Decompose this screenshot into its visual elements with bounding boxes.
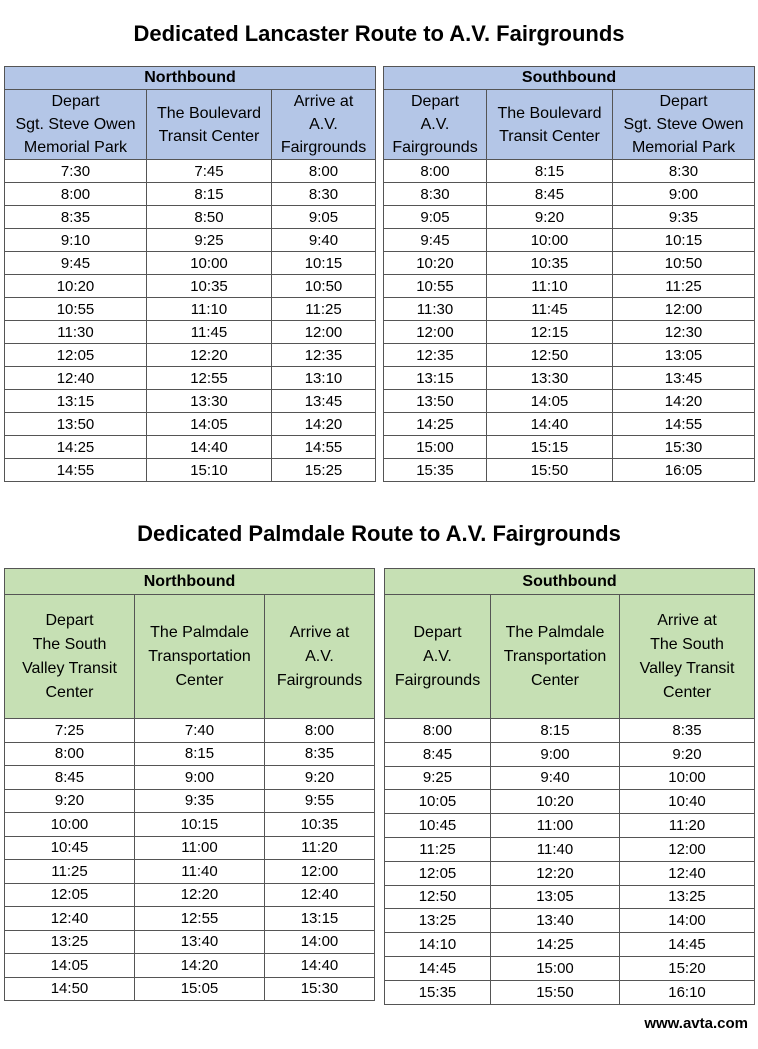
table-row [384,321,755,344]
time-cell: 10:00 [620,766,755,790]
time-cell: 12:40 [620,861,755,885]
time-cell: 11:30 [5,321,147,344]
time-cell: 14:55 [272,436,376,459]
time-cell: 8:35 [5,206,147,229]
time-cell: 8:00 [385,719,491,743]
time-cell: 10:15 [135,813,265,837]
time-cell: 11:00 [491,814,620,838]
time-cell: 11:20 [620,814,755,838]
time-cell: 9:25 [147,229,272,252]
time-cell: 12:00 [620,837,755,861]
table-row [384,436,755,459]
time-cell: 12:35 [384,344,487,367]
table-row [5,836,375,860]
column-header: Depart A.V. Fairgrounds [385,595,491,719]
table-row [5,930,375,954]
table-row [385,933,755,957]
time-cell: 14:40 [147,436,272,459]
time-cell: 13:10 [272,367,376,390]
table-row [5,344,376,367]
table-row [5,252,376,275]
time-cell: 14:45 [385,956,491,980]
table-row [384,275,755,298]
time-cell: 9:35 [613,206,755,229]
table-row [384,183,755,206]
column-header: Depart Sgt. Steve Owen Memorial Park [613,90,755,160]
time-cell: 13:40 [491,909,620,933]
time-cell: 14:25 [384,413,487,436]
time-cell: 8:50 [147,206,272,229]
table-row [5,459,376,482]
time-cell: 14:10 [385,933,491,957]
table-row [384,229,755,252]
time-cell: 10:45 [385,814,491,838]
time-cell: 14:55 [613,413,755,436]
time-cell: 12:20 [135,883,265,907]
time-cell: 12:20 [491,861,620,885]
time-cell: 8:30 [384,183,487,206]
time-cell: 14:40 [265,954,375,978]
time-cell: 13:45 [272,390,376,413]
column-header: Arrive at A.V. Fairgrounds [272,90,376,160]
time-cell: 14:40 [487,413,613,436]
table-row [5,413,376,436]
time-cell: 10:55 [5,298,147,321]
time-cell: 8:45 [385,742,491,766]
table-row [5,436,376,459]
time-cell: 10:00 [5,813,135,837]
time-cell: 7:40 [135,719,265,743]
time-cell: 15:10 [147,459,272,482]
time-cell: 14:50 [5,977,135,1001]
time-cell: 12:05 [5,883,135,907]
time-cell: 12:55 [147,367,272,390]
time-cell: 16:10 [620,980,755,1004]
time-cell: 13:25 [385,909,491,933]
time-cell: 12:00 [613,298,755,321]
time-cell: 9:55 [265,789,375,813]
time-cell: 14:20 [613,390,755,413]
table-row [385,837,755,861]
time-cell: 10:50 [272,275,376,298]
time-cell: 11:40 [491,837,620,861]
time-cell: 11:40 [135,860,265,884]
time-cell: 11:45 [487,298,613,321]
website-url: www.avta.com [644,1015,748,1032]
table-row [5,907,375,931]
time-cell: 8:00 [384,160,487,183]
time-cell: 8:45 [487,183,613,206]
table-row [5,742,375,766]
table-row [384,252,755,275]
time-cell: 8:30 [613,160,755,183]
direction-label: Northbound [5,569,375,595]
table-row [385,742,755,766]
time-cell: 10:45 [5,836,135,860]
time-cell: 10:35 [147,275,272,298]
table-row [384,206,755,229]
table-row [5,719,375,743]
lancaster-southbound-table [383,66,755,482]
direction-label: Southbound [384,67,755,90]
time-cell: 15:15 [487,436,613,459]
table-row [384,160,755,183]
time-cell: 14:20 [272,413,376,436]
lancaster-route-title: Dedicated Lancaster Route to A.V. Fairgrounds [133,21,625,46]
time-cell: 12:40 [265,883,375,907]
time-cell: 10:50 [613,252,755,275]
time-cell: 15:50 [487,459,613,482]
time-cell: 12:00 [265,860,375,884]
table-row [384,367,755,390]
time-cell: 12:15 [487,321,613,344]
time-cell: 10:20 [491,790,620,814]
time-cell: 14:25 [5,436,147,459]
table-row [5,206,376,229]
time-cell: 13:45 [613,367,755,390]
time-cell: 10:15 [613,229,755,252]
time-cell: 13:15 [265,907,375,931]
table-row [384,344,755,367]
time-cell: 15:20 [620,956,755,980]
time-cell: 13:15 [5,390,147,413]
time-cell: 10:40 [620,790,755,814]
time-cell: 12:00 [272,321,376,344]
time-cell: 9:40 [491,766,620,790]
table-row [5,275,376,298]
time-cell: 8:35 [265,742,375,766]
time-cell: 15:00 [491,956,620,980]
time-cell: 8:00 [5,183,147,206]
palmdale-northbound-table [4,568,375,1001]
table-row [5,954,375,978]
table-row [384,413,755,436]
column-header: Depart The South Valley Transit Center [5,595,135,719]
time-cell: 11:10 [487,275,613,298]
time-cell: 14:00 [265,930,375,954]
palmdale-route-title: Dedicated Palmdale Route to A.V. Fairgrounds [137,521,621,546]
time-cell: 8:00 [272,160,376,183]
time-cell: 8:15 [491,719,620,743]
time-cell: 9:05 [272,206,376,229]
table-row [385,956,755,980]
palmdale-southbound-table [384,568,755,1005]
time-cell: 11:45 [147,321,272,344]
column-header: Arrive at The South Valley Transit Center [620,595,755,719]
time-cell: 14:00 [620,909,755,933]
time-cell: 9:10 [5,229,147,252]
time-cell: 10:20 [5,275,147,298]
time-cell: 9:20 [487,206,613,229]
table-row [5,298,376,321]
time-cell: 7:45 [147,160,272,183]
time-cell: 9:20 [5,789,135,813]
table-row [385,885,755,909]
time-cell: 9:35 [135,789,265,813]
time-cell: 11:25 [5,860,135,884]
table-row [5,390,376,413]
table-row [385,766,755,790]
table-row [5,183,376,206]
time-cell: 9:05 [384,206,487,229]
time-cell: 8:35 [620,719,755,743]
time-cell: 13:40 [135,930,265,954]
time-cell: 8:15 [135,742,265,766]
time-cell: 12:50 [385,885,491,909]
time-cell: 8:00 [5,742,135,766]
time-cell: 14:05 [147,413,272,436]
column-header: The Palmdale Transportation Center [135,595,265,719]
table-row [385,861,755,885]
time-cell: 14:25 [491,933,620,957]
column-header: Depart Sgt. Steve Owen Memorial Park [5,90,147,160]
time-cell: 11:25 [272,298,376,321]
time-cell: 12:50 [487,344,613,367]
table-row [385,980,755,1004]
time-cell: 15:05 [135,977,265,1001]
time-cell: 13:05 [613,344,755,367]
time-cell: 15:25 [272,459,376,482]
time-cell: 13:50 [384,390,487,413]
time-cell: 12:05 [5,344,147,367]
time-cell: 12:30 [613,321,755,344]
time-cell: 14:05 [5,954,135,978]
time-cell: 12:00 [384,321,487,344]
time-cell: 12:55 [135,907,265,931]
time-cell: 9:45 [384,229,487,252]
time-cell: 12:40 [5,907,135,931]
direction-label: Southbound [385,569,755,595]
time-cell: 9:20 [265,766,375,790]
time-cell: 11:30 [384,298,487,321]
column-header: Depart A.V. Fairgrounds [384,90,487,160]
time-cell: 10:20 [384,252,487,275]
time-cell: 10:35 [265,813,375,837]
table-row [5,321,376,344]
time-cell: 11:00 [135,836,265,860]
time-cell: 14:05 [487,390,613,413]
column-header: The Boulevard Transit Center [147,90,272,160]
table-row [5,160,376,183]
table-row [385,719,755,743]
time-cell: 13:50 [5,413,147,436]
time-cell: 9:20 [620,742,755,766]
time-cell: 13:25 [5,930,135,954]
time-cell: 7:30 [5,160,147,183]
table-row [5,367,376,390]
table-row [385,790,755,814]
time-cell: 11:10 [147,298,272,321]
time-cell: 10:15 [272,252,376,275]
table-row [5,813,375,837]
time-cell: 15:30 [265,977,375,1001]
time-cell: 16:05 [613,459,755,482]
time-cell: 12:20 [147,344,272,367]
column-header: Arrive at A.V. Fairgrounds [265,595,375,719]
time-cell: 10:00 [147,252,272,275]
time-cell: 8:45 [5,766,135,790]
time-cell: 8:00 [265,719,375,743]
time-cell: 9:00 [135,766,265,790]
time-cell: 13:30 [147,390,272,413]
time-cell: 7:25 [5,719,135,743]
time-cell: 8:30 [272,183,376,206]
time-cell: 9:25 [385,766,491,790]
time-cell: 10:35 [487,252,613,275]
column-header: The Boulevard Transit Center [487,90,613,160]
column-header: The Palmdale Transportation Center [491,595,620,719]
time-cell: 15:30 [613,436,755,459]
table-row [384,459,755,482]
table-row [5,883,375,907]
time-cell: 15:50 [491,980,620,1004]
time-cell: 13:05 [491,885,620,909]
time-cell: 12:05 [385,861,491,885]
table-row [384,298,755,321]
time-cell: 10:00 [487,229,613,252]
time-cell: 15:35 [384,459,487,482]
table-row [384,390,755,413]
time-cell: 9:00 [613,183,755,206]
time-cell: 13:15 [384,367,487,390]
time-cell: 10:05 [385,790,491,814]
table-row [5,229,376,252]
lancaster-northbound-table [4,66,376,482]
table-row [5,789,375,813]
time-cell: 14:45 [620,933,755,957]
table-row [385,814,755,838]
time-cell: 11:20 [265,836,375,860]
time-cell: 14:55 [5,459,147,482]
table-row [5,860,375,884]
time-cell: 8:15 [147,183,272,206]
time-cell: 14:20 [135,954,265,978]
time-cell: 13:25 [620,885,755,909]
time-cell: 8:15 [487,160,613,183]
time-cell: 9:00 [491,742,620,766]
table-row [5,977,375,1001]
direction-label: Northbound [5,67,376,90]
table-row [5,766,375,790]
time-cell: 9:40 [272,229,376,252]
time-cell: 10:55 [384,275,487,298]
table-row [385,909,755,933]
time-cell: 11:25 [385,837,491,861]
time-cell: 15:35 [385,980,491,1004]
time-cell: 13:30 [487,367,613,390]
time-cell: 15:00 [384,436,487,459]
time-cell: 12:40 [5,367,147,390]
time-cell: 11:25 [613,275,755,298]
time-cell: 9:45 [5,252,147,275]
time-cell: 12:35 [272,344,376,367]
